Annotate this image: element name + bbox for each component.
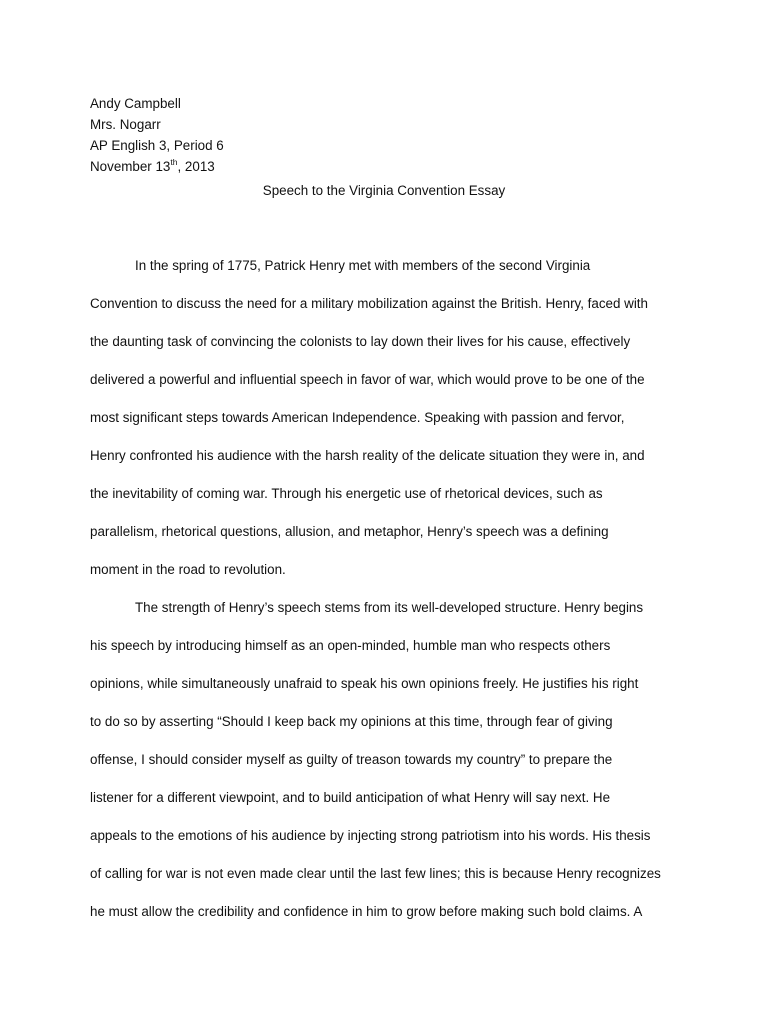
paragraph-2-line: his speech by introducing himself as an open-minded, humble man who respects others: [90, 638, 611, 653]
date-year: , 2013: [177, 159, 215, 174]
paragraph-1-line: most significant steps towards American Independence. Speaking with passion and fervor,: [90, 410, 625, 425]
essay-body: [90, 255, 690, 939]
essay-header: [90, 93, 224, 177]
paragraph-1-line: the daunting task of convincing the colonists to lay down their lives for his cause, effectively: [90, 334, 631, 349]
paragraph-2-line: listener for a different viewpoint, and to build anticipation of what Henry will say next. He: [90, 790, 611, 805]
paragraph-1-line: Henry confronted his audience with the harsh reality of the delicate situation they were in, and: [90, 448, 645, 463]
essay-date: [90, 156, 224, 177]
paragraph-2-line: of calling for war is not even made clear until the last few lines; this is because Henry recognizes: [90, 866, 661, 881]
paragraph-2-line: offense, I should consider myself as guilty of treason towards my country” to prepare the: [90, 752, 613, 767]
paragraph-1-line: the inevitability of coming war. Through his energetic use of rhetorical devices, such as: [90, 486, 603, 501]
course-period: AP English 3, Period 6: [90, 138, 224, 153]
paragraph-2-line: appeals to the emotions of his audience by injecting strong patriotism into his words. His thesis: [90, 828, 651, 843]
date-month-day: November 13: [90, 159, 171, 174]
paragraph-1-line: In the spring of 1775, Patrick Henry met with members of the second Virginia: [135, 258, 591, 273]
paragraph-1-line: moment in the road to revolution.: [90, 562, 286, 577]
paragraph-2-line: The strength of Henry’s speech stems from its well-developed structure. Henry begins: [135, 600, 644, 615]
paragraph-1-line: delivered a powerful and influential speech in favor of war, which would prove to be one of the: [90, 372, 645, 387]
paragraph-1-line: parallelism, rhetorical questions, allusion, and metaphor, Henry’s speech was a defining: [90, 524, 609, 539]
paragraph-2-line: opinions, while simultaneously unafraid to speak his own opinions freely. He justifies his right: [90, 676, 639, 691]
teacher-name: Mrs. Nogarr: [90, 117, 161, 132]
essay-title: Speech to the Virginia Convention Essay: [262, 183, 506, 198]
date-ordinal-suffix: th: [170, 156, 178, 167]
author-name: Andy Campbell: [90, 96, 181, 111]
paragraph-2-line: he must allow the credibility and confidence in him to grow before making such bold claims. A: [90, 904, 643, 919]
paragraph-2-line: to do so by asserting “Should I keep back my opinions at this time, through fear of giving: [90, 714, 613, 729]
paragraph-1-line: Convention to discuss the need for a military mobilization against the British. Henry, faced with: [90, 296, 648, 311]
